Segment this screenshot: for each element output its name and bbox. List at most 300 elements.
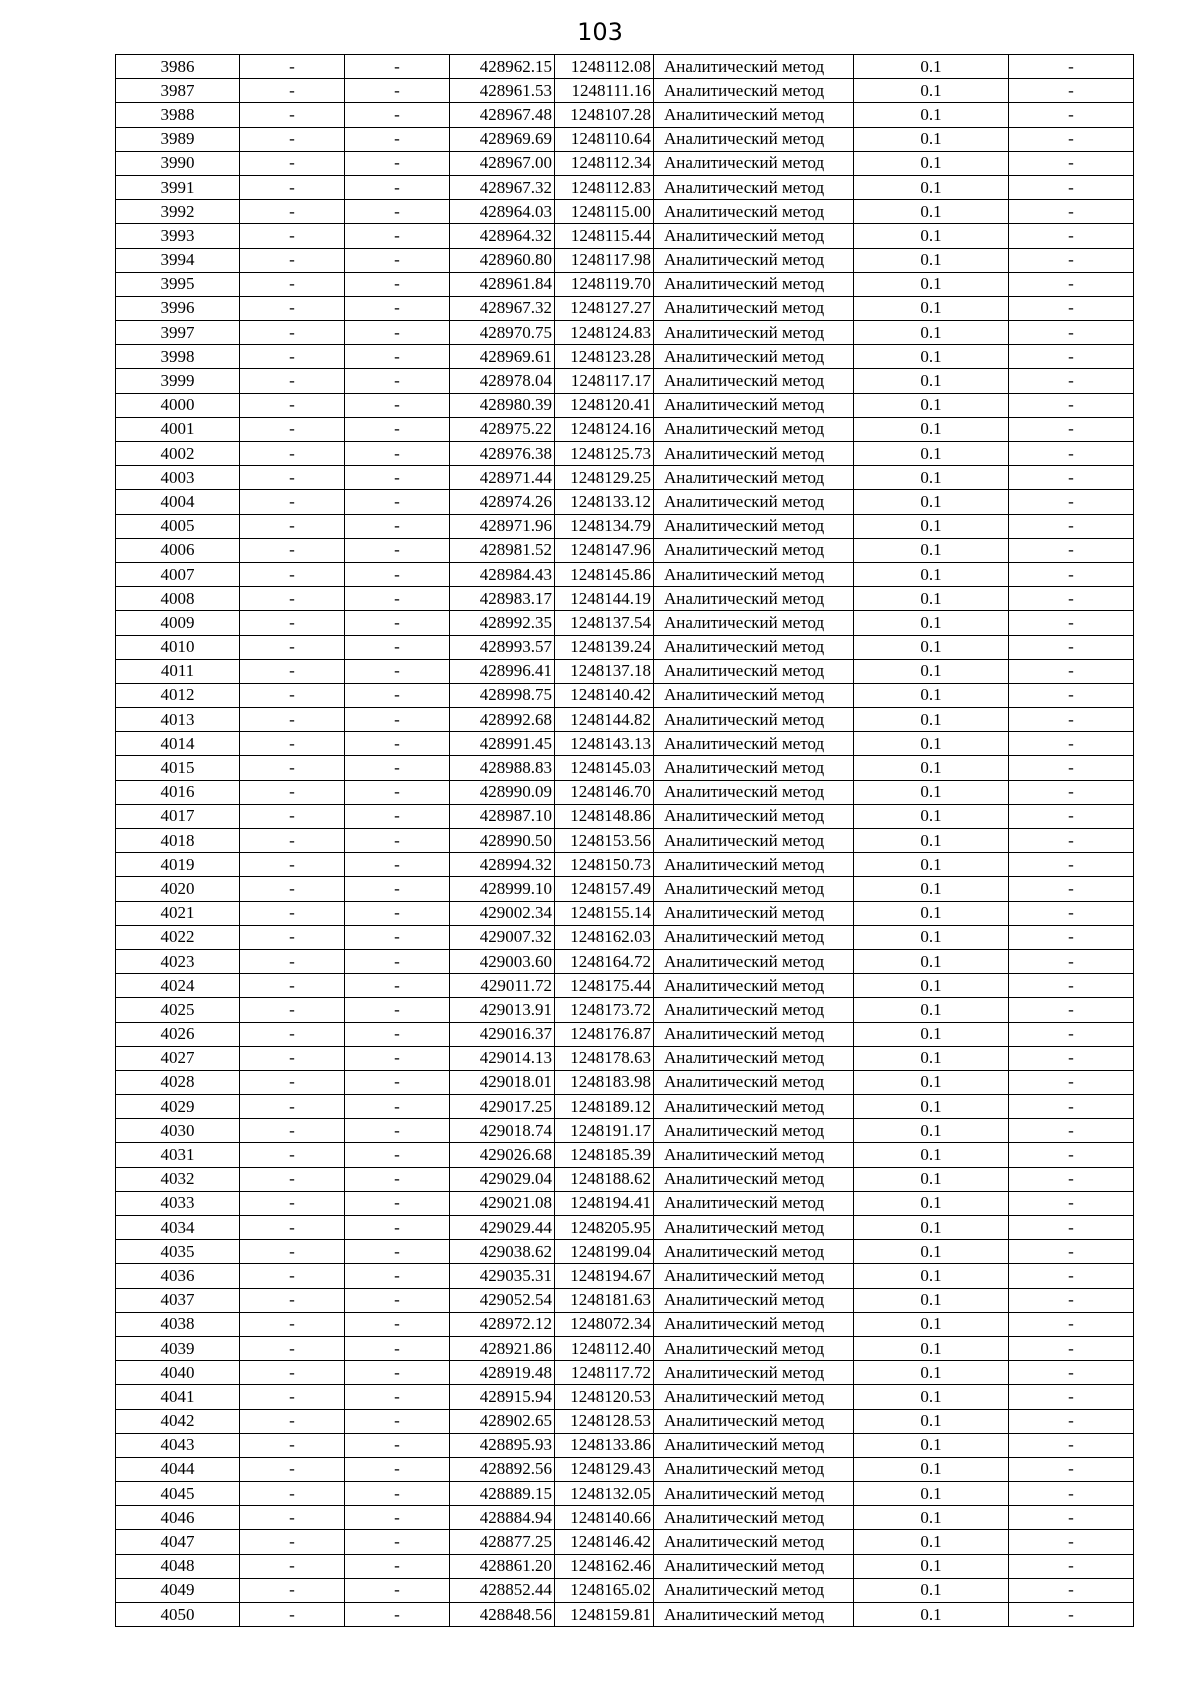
method-cell: Аналитический метод: [654, 925, 854, 949]
table-row: [116, 708, 1134, 732]
accuracy-cell: 0.1: [854, 804, 1009, 828]
accuracy-cell: 0.1: [854, 272, 1009, 296]
accuracy-cell: 0.1: [854, 442, 1009, 466]
y-coordinate-cell: 1248137.54: [555, 611, 654, 635]
method-cell: Аналитический метод: [654, 369, 854, 393]
y-coordinate-cell: 1248164.72: [555, 949, 654, 973]
dash-cell: -: [345, 1022, 450, 1046]
method-cell: Аналитический метод: [654, 1603, 854, 1627]
accuracy-cell: 0.1: [854, 853, 1009, 877]
dash-cell: -: [1009, 103, 1134, 127]
page-number: 103: [577, 18, 623, 46]
dash-cell: -: [240, 55, 345, 79]
dash-cell: -: [345, 998, 450, 1022]
table-row: [116, 248, 1134, 272]
dash-cell: -: [1009, 1457, 1134, 1481]
method-cell: Аналитический метод: [654, 732, 854, 756]
table-row: [116, 1119, 1134, 1143]
method-cell: Аналитический метод: [654, 974, 854, 998]
x-coordinate-cell: 428889.15: [450, 1482, 555, 1506]
accuracy-cell: 0.1: [854, 659, 1009, 683]
x-coordinate-cell: 429018.74: [450, 1119, 555, 1143]
accuracy-cell: 0.1: [854, 55, 1009, 79]
method-cell: Аналитический метод: [654, 1167, 854, 1191]
dash-cell: -: [240, 829, 345, 853]
x-coordinate-cell: 428984.43: [450, 562, 555, 586]
table-row: [116, 1554, 1134, 1578]
x-coordinate-cell: 428992.35: [450, 611, 555, 635]
point-number-cell: 4012: [116, 683, 240, 707]
y-coordinate-cell: 1248072.34: [555, 1312, 654, 1336]
method-cell: Аналитический метод: [654, 1022, 854, 1046]
y-coordinate-cell: 1248115.44: [555, 224, 654, 248]
y-coordinate-cell: 1248146.42: [555, 1530, 654, 1554]
y-coordinate-cell: 1248175.44: [555, 974, 654, 998]
dash-cell: -: [240, 1167, 345, 1191]
dash-cell: -: [240, 466, 345, 490]
point-number-cell: 4002: [116, 442, 240, 466]
dash-cell: -: [1009, 1578, 1134, 1602]
dash-cell: -: [345, 1336, 450, 1360]
dash-cell: -: [240, 1578, 345, 1602]
accuracy-cell: 0.1: [854, 925, 1009, 949]
y-coordinate-cell: 1248112.40: [555, 1336, 654, 1360]
dash-cell: -: [345, 1433, 450, 1457]
dash-cell: -: [345, 1046, 450, 1070]
point-number-cell: 4022: [116, 925, 240, 949]
x-coordinate-cell: 428861.20: [450, 1554, 555, 1578]
table-row: [116, 780, 1134, 804]
method-cell: Аналитический метод: [654, 1578, 854, 1602]
method-cell: Аналитический метод: [654, 538, 854, 562]
y-coordinate-cell: 1248127.27: [555, 296, 654, 320]
y-coordinate-cell: 1248162.03: [555, 925, 654, 949]
dash-cell: -: [1009, 925, 1134, 949]
point-number-cell: 4050: [116, 1603, 240, 1627]
dash-cell: -: [1009, 732, 1134, 756]
dash-cell: -: [1009, 1095, 1134, 1119]
dash-cell: -: [1009, 79, 1134, 103]
y-coordinate-cell: 1248191.17: [555, 1119, 654, 1143]
accuracy-cell: 0.1: [854, 345, 1009, 369]
dash-cell: -: [240, 272, 345, 296]
method-cell: Аналитический метод: [654, 683, 854, 707]
dash-cell: -: [1009, 1216, 1134, 1240]
x-coordinate-cell: 428902.65: [450, 1409, 555, 1433]
x-coordinate-cell: 428884.94: [450, 1506, 555, 1530]
point-number-cell: 4042: [116, 1409, 240, 1433]
method-cell: Аналитический метод: [654, 829, 854, 853]
y-coordinate-cell: 1248132.05: [555, 1482, 654, 1506]
dash-cell: -: [345, 466, 450, 490]
dash-cell: -: [345, 1361, 450, 1385]
dash-cell: -: [240, 393, 345, 417]
y-coordinate-cell: 1248107.28: [555, 103, 654, 127]
dash-cell: -: [345, 1264, 450, 1288]
table-row: [116, 272, 1134, 296]
dash-cell: -: [345, 1070, 450, 1094]
dash-cell: -: [1009, 683, 1134, 707]
dash-cell: -: [1009, 1433, 1134, 1457]
y-coordinate-cell: 1248123.28: [555, 345, 654, 369]
dash-cell: -: [1009, 538, 1134, 562]
dash-cell: -: [345, 1385, 450, 1409]
dash-cell: -: [1009, 272, 1134, 296]
dash-cell: -: [240, 1288, 345, 1312]
dash-cell: -: [1009, 224, 1134, 248]
dash-cell: -: [345, 248, 450, 272]
dash-cell: -: [345, 321, 450, 345]
method-cell: Аналитический метод: [654, 272, 854, 296]
x-coordinate-cell: 429007.32: [450, 925, 555, 949]
dash-cell: -: [345, 1191, 450, 1215]
dash-cell: -: [240, 1119, 345, 1143]
method-cell: Аналитический метод: [654, 248, 854, 272]
dash-cell: -: [240, 732, 345, 756]
table-row: [116, 635, 1134, 659]
accuracy-cell: 0.1: [854, 1288, 1009, 1312]
method-cell: Аналитический метод: [654, 417, 854, 441]
point-number-cell: 4010: [116, 635, 240, 659]
y-coordinate-cell: 1248150.73: [555, 853, 654, 877]
table-row: [116, 79, 1134, 103]
accuracy-cell: 0.1: [854, 1409, 1009, 1433]
table-row: [116, 1264, 1134, 1288]
y-coordinate-cell: 1248194.67: [555, 1264, 654, 1288]
x-coordinate-cell: 428967.32: [450, 296, 555, 320]
table-row: [116, 804, 1134, 828]
x-coordinate-cell: 429029.44: [450, 1216, 555, 1240]
x-coordinate-cell: 428996.41: [450, 659, 555, 683]
y-coordinate-cell: 1248155.14: [555, 901, 654, 925]
dash-cell: -: [240, 248, 345, 272]
accuracy-cell: 0.1: [854, 490, 1009, 514]
table-row: [116, 659, 1134, 683]
point-number-cell: 4031: [116, 1143, 240, 1167]
accuracy-cell: 0.1: [854, 1022, 1009, 1046]
x-coordinate-cell: 428915.94: [450, 1385, 555, 1409]
point-number-cell: 4013: [116, 708, 240, 732]
dash-cell: -: [1009, 1022, 1134, 1046]
dash-cell: -: [345, 635, 450, 659]
dash-cell: -: [240, 925, 345, 949]
point-number-cell: 4049: [116, 1578, 240, 1602]
dash-cell: -: [1009, 901, 1134, 925]
table-row: [116, 224, 1134, 248]
dash-cell: -: [1009, 998, 1134, 1022]
dash-cell: -: [240, 296, 345, 320]
table-row: [116, 1603, 1134, 1627]
dash-cell: -: [1009, 514, 1134, 538]
y-coordinate-cell: 1248185.39: [555, 1143, 654, 1167]
dash-cell: -: [345, 683, 450, 707]
point-number-cell: 4018: [116, 829, 240, 853]
table-row: [116, 127, 1134, 151]
table-row: [116, 442, 1134, 466]
method-cell: Аналитический метод: [654, 175, 854, 199]
x-coordinate-cell: 429021.08: [450, 1191, 555, 1215]
x-coordinate-cell: 428976.38: [450, 442, 555, 466]
method-cell: Аналитический метод: [654, 442, 854, 466]
y-coordinate-cell: 1248133.86: [555, 1433, 654, 1457]
x-coordinate-cell: 428993.57: [450, 635, 555, 659]
y-coordinate-cell: 1248112.34: [555, 151, 654, 175]
table-row: [116, 1288, 1134, 1312]
dash-cell: -: [1009, 393, 1134, 417]
y-coordinate-cell: 1248140.66: [555, 1506, 654, 1530]
method-cell: Аналитический метод: [654, 345, 854, 369]
y-coordinate-cell: 1248148.86: [555, 804, 654, 828]
y-coordinate-cell: 1248125.73: [555, 442, 654, 466]
x-coordinate-cell: 428988.83: [450, 756, 555, 780]
accuracy-cell: 0.1: [854, 248, 1009, 272]
dash-cell: -: [1009, 611, 1134, 635]
method-cell: Аналитический метод: [654, 1264, 854, 1288]
y-coordinate-cell: 1248144.19: [555, 587, 654, 611]
method-cell: Аналитический метод: [654, 1554, 854, 1578]
point-number-cell: 3996: [116, 296, 240, 320]
method-cell: Аналитический метод: [654, 1506, 854, 1530]
method-cell: Аналитический метод: [654, 1119, 854, 1143]
method-cell: Аналитический метод: [654, 55, 854, 79]
dash-cell: -: [1009, 175, 1134, 199]
dash-cell: -: [240, 175, 345, 199]
point-number-cell: 4000: [116, 393, 240, 417]
y-coordinate-cell: 1248140.42: [555, 683, 654, 707]
dash-cell: -: [345, 877, 450, 901]
point-number-cell: 4020: [116, 877, 240, 901]
y-coordinate-cell: 1248110.64: [555, 127, 654, 151]
coordinates-table: [115, 54, 1134, 1627]
table-row: [116, 490, 1134, 514]
dash-cell: -: [1009, 562, 1134, 586]
x-coordinate-cell: 429038.62: [450, 1240, 555, 1264]
x-coordinate-cell: 429026.68: [450, 1143, 555, 1167]
x-coordinate-cell: 428967.48: [450, 103, 555, 127]
method-cell: Аналитический метод: [654, 224, 854, 248]
dash-cell: -: [240, 369, 345, 393]
x-coordinate-cell: 428848.56: [450, 1603, 555, 1627]
y-coordinate-cell: 1248120.41: [555, 393, 654, 417]
point-number-cell: 4046: [116, 1506, 240, 1530]
accuracy-cell: 0.1: [854, 103, 1009, 127]
dash-cell: -: [240, 756, 345, 780]
dash-cell: -: [345, 659, 450, 683]
x-coordinate-cell: 428969.69: [450, 127, 555, 151]
accuracy-cell: 0.1: [854, 1457, 1009, 1481]
dash-cell: -: [1009, 1191, 1134, 1215]
y-coordinate-cell: 1248137.18: [555, 659, 654, 683]
dash-cell: -: [1009, 1554, 1134, 1578]
dash-cell: -: [240, 974, 345, 998]
dash-cell: -: [240, 1022, 345, 1046]
dash-cell: -: [240, 1554, 345, 1578]
dash-cell: -: [240, 1216, 345, 1240]
dash-cell: -: [1009, 369, 1134, 393]
method-cell: Аналитический метод: [654, 949, 854, 973]
y-coordinate-cell: 1248111.16: [555, 79, 654, 103]
accuracy-cell: 0.1: [854, 974, 1009, 998]
y-coordinate-cell: 1248124.83: [555, 321, 654, 345]
dash-cell: -: [345, 1603, 450, 1627]
method-cell: Аналитический метод: [654, 1143, 854, 1167]
dash-cell: -: [1009, 974, 1134, 998]
accuracy-cell: 0.1: [854, 200, 1009, 224]
dash-cell: -: [240, 853, 345, 877]
x-coordinate-cell: 428999.10: [450, 877, 555, 901]
dash-cell: -: [345, 103, 450, 127]
dash-cell: -: [1009, 587, 1134, 611]
dash-cell: -: [240, 562, 345, 586]
point-number-cell: 4041: [116, 1385, 240, 1409]
dash-cell: -: [240, 683, 345, 707]
dash-cell: -: [345, 949, 450, 973]
x-coordinate-cell: 428960.80: [450, 248, 555, 272]
accuracy-cell: 0.1: [854, 829, 1009, 853]
dash-cell: -: [345, 1095, 450, 1119]
table-row: [116, 1578, 1134, 1602]
dash-cell: -: [240, 611, 345, 635]
method-cell: Аналитический метод: [654, 853, 854, 877]
method-cell: Аналитический метод: [654, 103, 854, 127]
y-coordinate-cell: 1248120.53: [555, 1385, 654, 1409]
dash-cell: -: [345, 1409, 450, 1433]
method-cell: Аналитический метод: [654, 1288, 854, 1312]
accuracy-cell: 0.1: [854, 732, 1009, 756]
dash-cell: -: [1009, 1385, 1134, 1409]
point-number-cell: 4044: [116, 1457, 240, 1481]
point-number-cell: 4032: [116, 1167, 240, 1191]
dash-cell: -: [1009, 1240, 1134, 1264]
point-number-cell: 3997: [116, 321, 240, 345]
method-cell: Аналитический метод: [654, 1046, 854, 1070]
method-cell: Аналитический метод: [654, 490, 854, 514]
table-row: [116, 466, 1134, 490]
accuracy-cell: 0.1: [854, 877, 1009, 901]
dash-cell: -: [345, 1578, 450, 1602]
dash-cell: -: [1009, 321, 1134, 345]
y-coordinate-cell: 1248133.12: [555, 490, 654, 514]
dash-cell: -: [345, 1240, 450, 1264]
method-cell: Аналитический метод: [654, 611, 854, 635]
point-number-cell: 4023: [116, 949, 240, 973]
accuracy-cell: 0.1: [854, 1482, 1009, 1506]
x-coordinate-cell: 428998.75: [450, 683, 555, 707]
dash-cell: -: [345, 756, 450, 780]
point-number-cell: 4030: [116, 1119, 240, 1143]
table-row: [116, 974, 1134, 998]
accuracy-cell: 0.1: [854, 417, 1009, 441]
accuracy-cell: 0.1: [854, 998, 1009, 1022]
y-coordinate-cell: 1248159.81: [555, 1603, 654, 1627]
point-number-cell: 3991: [116, 175, 240, 199]
method-cell: Аналитический метод: [654, 393, 854, 417]
point-number-cell: 4048: [116, 1554, 240, 1578]
dash-cell: -: [345, 55, 450, 79]
accuracy-cell: 0.1: [854, 1312, 1009, 1336]
method-cell: Аналитический метод: [654, 901, 854, 925]
point-number-cell: 4045: [116, 1482, 240, 1506]
y-coordinate-cell: 1248129.25: [555, 466, 654, 490]
table-row: [116, 1046, 1134, 1070]
dash-cell: -: [240, 949, 345, 973]
table-row: [116, 756, 1134, 780]
dash-cell: -: [240, 1191, 345, 1215]
dash-cell: -: [240, 514, 345, 538]
y-coordinate-cell: 1248124.16: [555, 417, 654, 441]
point-number-cell: 4025: [116, 998, 240, 1022]
x-coordinate-cell: 428978.04: [450, 369, 555, 393]
table-row: [116, 1216, 1134, 1240]
dash-cell: -: [345, 151, 450, 175]
dash-cell: -: [240, 1385, 345, 1409]
table-row: [116, 345, 1134, 369]
y-coordinate-cell: 1248145.86: [555, 562, 654, 586]
table-row: [116, 562, 1134, 586]
table-row: [116, 175, 1134, 199]
method-cell: Аналитический метод: [654, 1240, 854, 1264]
dash-cell: -: [240, 345, 345, 369]
point-number-cell: 4036: [116, 1264, 240, 1288]
x-coordinate-cell: 428972.12: [450, 1312, 555, 1336]
dash-cell: -: [345, 369, 450, 393]
x-coordinate-cell: 428967.32: [450, 175, 555, 199]
dash-cell: -: [345, 974, 450, 998]
dash-cell: -: [345, 708, 450, 732]
dash-cell: -: [345, 224, 450, 248]
accuracy-cell: 0.1: [854, 1095, 1009, 1119]
method-cell: Аналитический метод: [654, 756, 854, 780]
method-cell: Аналитический метод: [654, 635, 854, 659]
y-coordinate-cell: 1248117.72: [555, 1361, 654, 1385]
point-number-cell: 4004: [116, 490, 240, 514]
point-number-cell: 3993: [116, 224, 240, 248]
dash-cell: -: [240, 490, 345, 514]
method-cell: Аналитический метод: [654, 321, 854, 345]
x-coordinate-cell: 429003.60: [450, 949, 555, 973]
y-coordinate-cell: 1248119.70: [555, 272, 654, 296]
dash-cell: -: [240, 1336, 345, 1360]
dash-cell: -: [345, 79, 450, 103]
method-cell: Аналитический метод: [654, 780, 854, 804]
dash-cell: -: [345, 562, 450, 586]
dash-cell: -: [240, 200, 345, 224]
point-number-cell: 4027: [116, 1046, 240, 1070]
accuracy-cell: 0.1: [854, 1433, 1009, 1457]
method-cell: Аналитический метод: [654, 659, 854, 683]
x-coordinate-cell: 429011.72: [450, 974, 555, 998]
method-cell: Аналитический метод: [654, 708, 854, 732]
dash-cell: -: [240, 1143, 345, 1167]
method-cell: Аналитический метод: [654, 1095, 854, 1119]
x-coordinate-cell: 429018.01: [450, 1070, 555, 1094]
dash-cell: -: [1009, 55, 1134, 79]
dash-cell: -: [345, 611, 450, 635]
y-coordinate-cell: 1248147.96: [555, 538, 654, 562]
point-number-cell: 4039: [116, 1336, 240, 1360]
dash-cell: -: [345, 200, 450, 224]
point-number-cell: 4015: [116, 756, 240, 780]
method-cell: Аналитический метод: [654, 1433, 854, 1457]
dash-cell: -: [1009, 877, 1134, 901]
point-number-cell: 3987: [116, 79, 240, 103]
dash-cell: -: [1009, 1361, 1134, 1385]
dash-cell: -: [240, 1046, 345, 1070]
dash-cell: -: [345, 442, 450, 466]
point-number-cell: 4007: [116, 562, 240, 586]
accuracy-cell: 0.1: [854, 393, 1009, 417]
table-row: [116, 1482, 1134, 1506]
